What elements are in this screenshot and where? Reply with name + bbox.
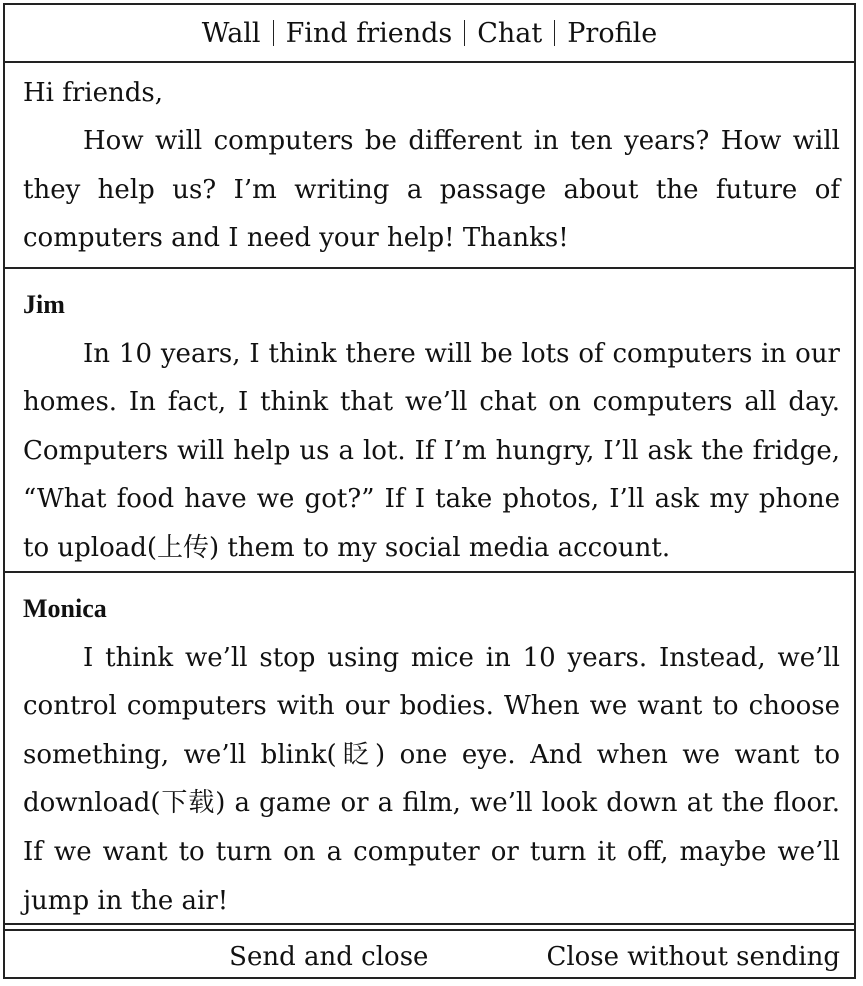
reply-author: Monica [23, 594, 107, 623]
reply-body: I think we’ll stop using mice in 10 years. Instead, we’ll control computers with our bodies. When we want to choose something, we’ll blink(眨) one eye. And when we want to download(下载) a game or a film, we’ll look down at the floor. If we want to turn on a computer or turn it off, maybe we’ll jump in the air! [23, 642, 840, 916]
top-navigation [5, 5, 854, 63]
close-without-sending-button[interactable]: Close without sending [546, 942, 840, 972]
action-bar [5, 929, 854, 983]
tab-profile[interactable]: Profile [567, 17, 658, 49]
message-window [3, 3, 856, 979]
send-and-close-button[interactable]: Send and close [229, 942, 429, 972]
post-body: How will computers be different in ten years? How will they help us? I’m writing a passage about the future of computers and I need your help! Thanks! [23, 126, 840, 254]
tab-wall[interactable]: Wall [201, 17, 261, 49]
reply-monica [5, 573, 854, 925]
reply-body: In 10 years, I think there will be lots of computers in our homes. In fact, I think that we’ll chat on computers all day. Computers will help us a lot. If I’m hungry, I’ll ask the fridge, “What food have we got?” If I take photos, I’ll ask my phone to upload(上传) them to my social media account. [23, 338, 840, 563]
original-post [5, 63, 854, 269]
reply-jim [5, 269, 854, 573]
tab-find-friends[interactable]: Find friends [285, 17, 453, 49]
post-greeting: Hi friends, [23, 78, 164, 108]
reply-author: Jim [23, 290, 65, 319]
tab-chat[interactable]: Chat [477, 17, 543, 49]
